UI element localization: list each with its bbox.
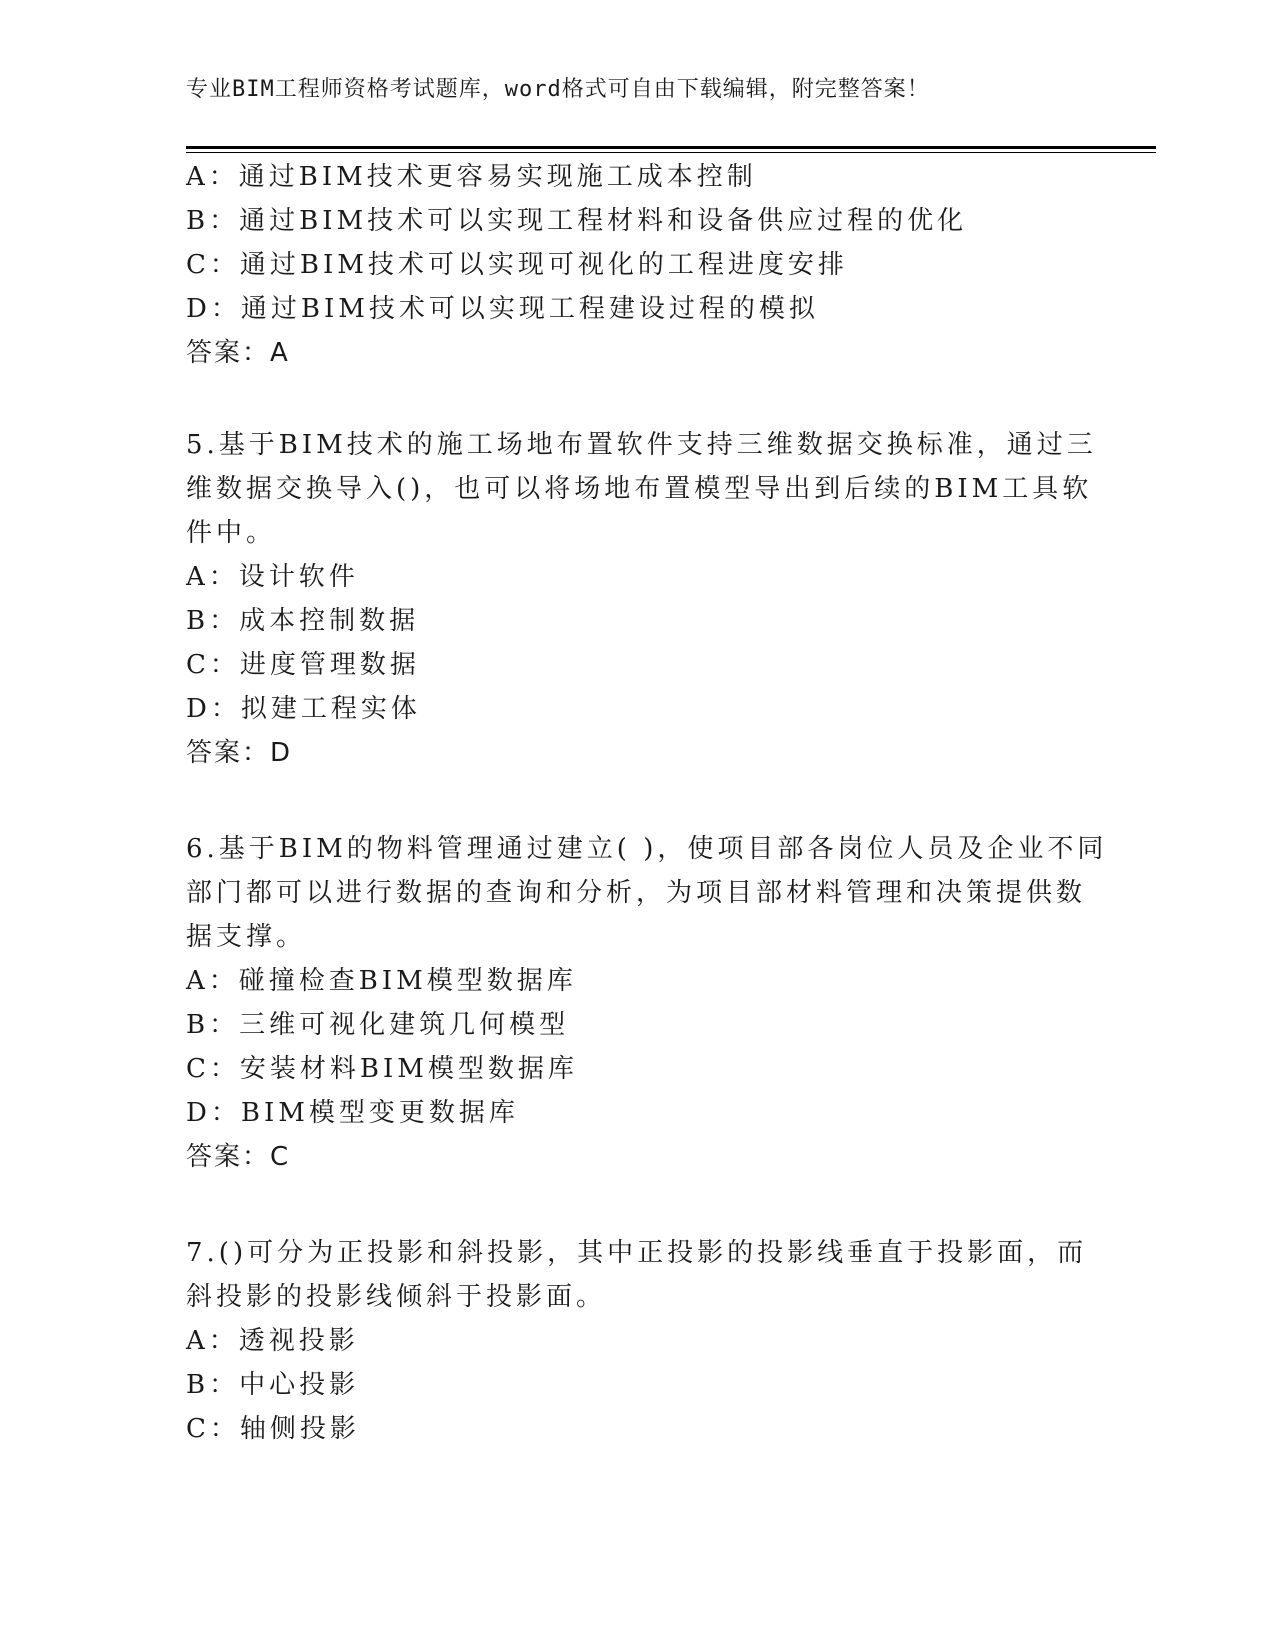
q7-option-b: B：中心投影 xyxy=(186,1370,360,1400)
q5-answer: 答案：D xyxy=(186,738,293,768)
q7-option-a: A：透视投影 xyxy=(186,1326,359,1356)
q5-stem-line-1: 5.基于BIM技术的施工场地布置软件支持三维数据交换标准，通过三 xyxy=(186,430,1097,460)
q6-option-c: C：安装材料BIM模型数据库 xyxy=(186,1054,578,1084)
header-rule-thick xyxy=(186,146,1156,149)
q4-option-a: A：通过BIM技术更容易实现施工成本控制 xyxy=(186,162,757,192)
q7-stem-line-1: 7.()可分为正投影和斜投影，其中正投影的投影线垂直于投影面，而 xyxy=(186,1238,1088,1268)
q6-option-d: D：BIM模型变更数据库 xyxy=(186,1098,519,1128)
q6-stem-line-3: 据支撑。 xyxy=(186,922,307,952)
q6-option-b: B：三维可视化建筑几何模型 xyxy=(186,1010,570,1040)
q4-option-d: D：通过BIM技术可以实现工程建设过程的模拟 xyxy=(186,294,819,324)
q7-stem-line-2: 斜投影的投影线倾斜于投影面。 xyxy=(186,1282,607,1312)
q4-option-c: C：通过BIM技术可以实现可视化的工程进度安排 xyxy=(186,250,848,280)
q6-stem-line-2: 部门都可以进行数据的查询和分析，为项目部材料管理和决策提供数 xyxy=(186,878,1087,908)
page-header: 专业BIM工程师资格考试题库，word格式可自由下载编辑，附完整答案！ xyxy=(186,77,930,102)
q6-option-a: A：碰撞检查BIM模型数据库 xyxy=(186,966,577,996)
q5-stem-line-2: 维数据交换导入()，也可以将场地布置模型导出到后续的BIM工具软 xyxy=(186,474,1093,504)
q5-option-d: D：拟建工程实体 xyxy=(186,694,421,724)
q7-option-c: C：轴侧投影 xyxy=(186,1414,360,1444)
q4-answer: 答案：A xyxy=(186,338,290,368)
q5-option-b: B：成本控制数据 xyxy=(186,606,420,636)
q5-option-a: A：设计软件 xyxy=(186,562,359,592)
q6-answer: 答案：C xyxy=(186,1142,291,1172)
q5-option-c: C：进度管理数据 xyxy=(186,650,420,680)
header-rule-thin xyxy=(186,152,1156,153)
q4-option-b: B：通过BIM技术可以实现工程材料和设备供应过程的优化 xyxy=(186,206,968,236)
q5-stem-line-3: 件中。 xyxy=(186,518,277,548)
q6-stem-line-1: 6.基于BIM的物料管理通过建立( )，使项目部各岗位人员及企业不同 xyxy=(186,834,1108,864)
